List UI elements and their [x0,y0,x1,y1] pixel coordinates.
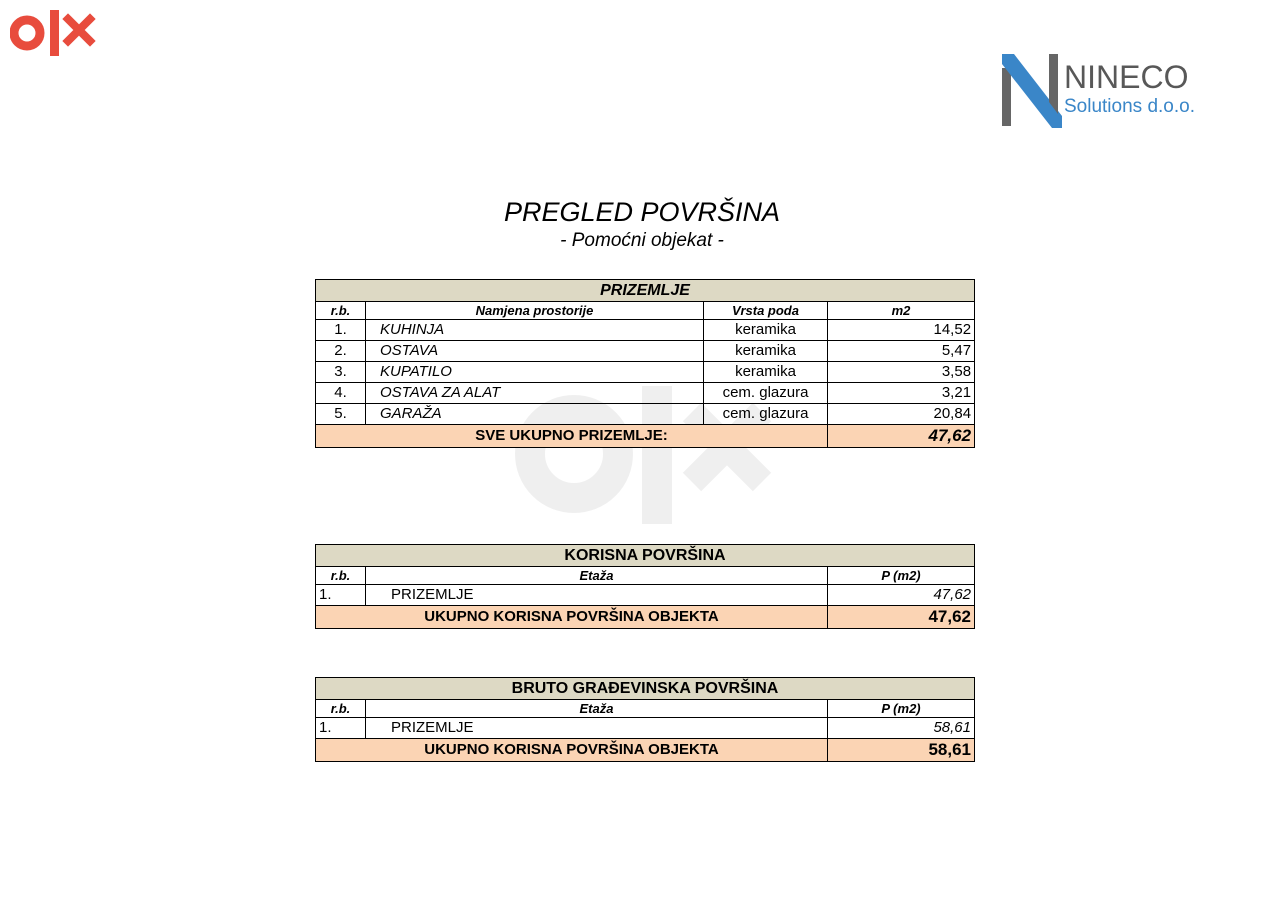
brand-subtitle: Solutions d.o.o. [1064,96,1195,117]
col-etaza: Etaža [366,567,828,585]
row-name: PRIZEMLJE [366,585,828,606]
row-rb: 1. [316,320,366,341]
total-value: 47,62 [828,425,975,448]
row-m2: 3,21 [828,383,975,404]
row-rb: 4. [316,383,366,404]
col-m2: m2 [828,302,975,320]
col-etaza: Etaža [366,700,828,718]
col-rb: r.b. [316,302,366,320]
olx-logo [10,10,96,58]
row-rb: 3. [316,362,366,383]
table-row [316,585,975,606]
table-row [316,341,975,362]
row-m2: 5,47 [828,341,975,362]
row-value: 47,62 [828,585,975,606]
row-name: OSTAVA ZA ALAT [366,383,704,404]
col-p-m2: P (m2) [828,567,975,585]
korisna-table [315,544,975,629]
row-name: OSTAVA [366,341,704,362]
prizemlje-title: PRIZEMLJE [316,280,975,302]
col-rb: r.b. [316,567,366,585]
col-p-m2: P (m2) [828,700,975,718]
korisna-title: KORISNA POVRŠINA [316,545,975,567]
row-value: 58,61 [828,718,975,739]
table-row [316,362,975,383]
row-rb: 1. [316,718,366,739]
col-vrsta-poda: Vrsta poda [704,302,828,320]
row-floor: keramika [704,341,828,362]
row-m2: 20,84 [828,404,975,425]
row-name: KUHINJA [366,320,704,341]
col-namjena: Namjena prostorije [366,302,704,320]
bruto-title: BRUTO GRAĐEVINSKA POVRŠINA [316,678,975,700]
row-floor: cem. glazura [704,383,828,404]
total-label: UKUPNO KORISNA POVRŠINA OBJEKTA [316,606,828,629]
col-rb: r.b. [316,700,366,718]
row-name: GARAŽA [366,404,704,425]
brand-name: NINECO [1064,59,1189,95]
row-rb: 2. [316,341,366,362]
total-row [316,739,975,762]
table-row [316,383,975,404]
row-rb: 1. [316,585,366,606]
total-label: SVE UKUPNO PRIZEMLJE: [316,425,828,448]
row-floor: cem. glazura [704,404,828,425]
table-row [316,718,975,739]
table-row [316,404,975,425]
total-row [316,606,975,629]
total-label: UKUPNO KORISNA POVRŠINA OBJEKTA [316,739,828,762]
page-subtitle: - Pomoćni objekat - [560,230,724,251]
row-name: KUPATILO [366,362,704,383]
table-row [316,320,975,341]
total-row [316,425,975,448]
row-m2: 14,52 [828,320,975,341]
row-m2: 3,58 [828,362,975,383]
total-value: 58,61 [828,739,975,762]
prizemlje-table [315,279,975,448]
nineco-n-mark [1002,54,1066,128]
row-floor: keramika [704,362,828,383]
page-title: PREGLED POVRŠINA [503,197,781,227]
nineco-logo [1002,54,1202,128]
bruto-table [315,677,975,762]
total-value: 47,62 [828,606,975,629]
row-floor: keramika [704,320,828,341]
row-name: PRIZEMLJE [366,718,828,739]
row-rb: 5. [316,404,366,425]
